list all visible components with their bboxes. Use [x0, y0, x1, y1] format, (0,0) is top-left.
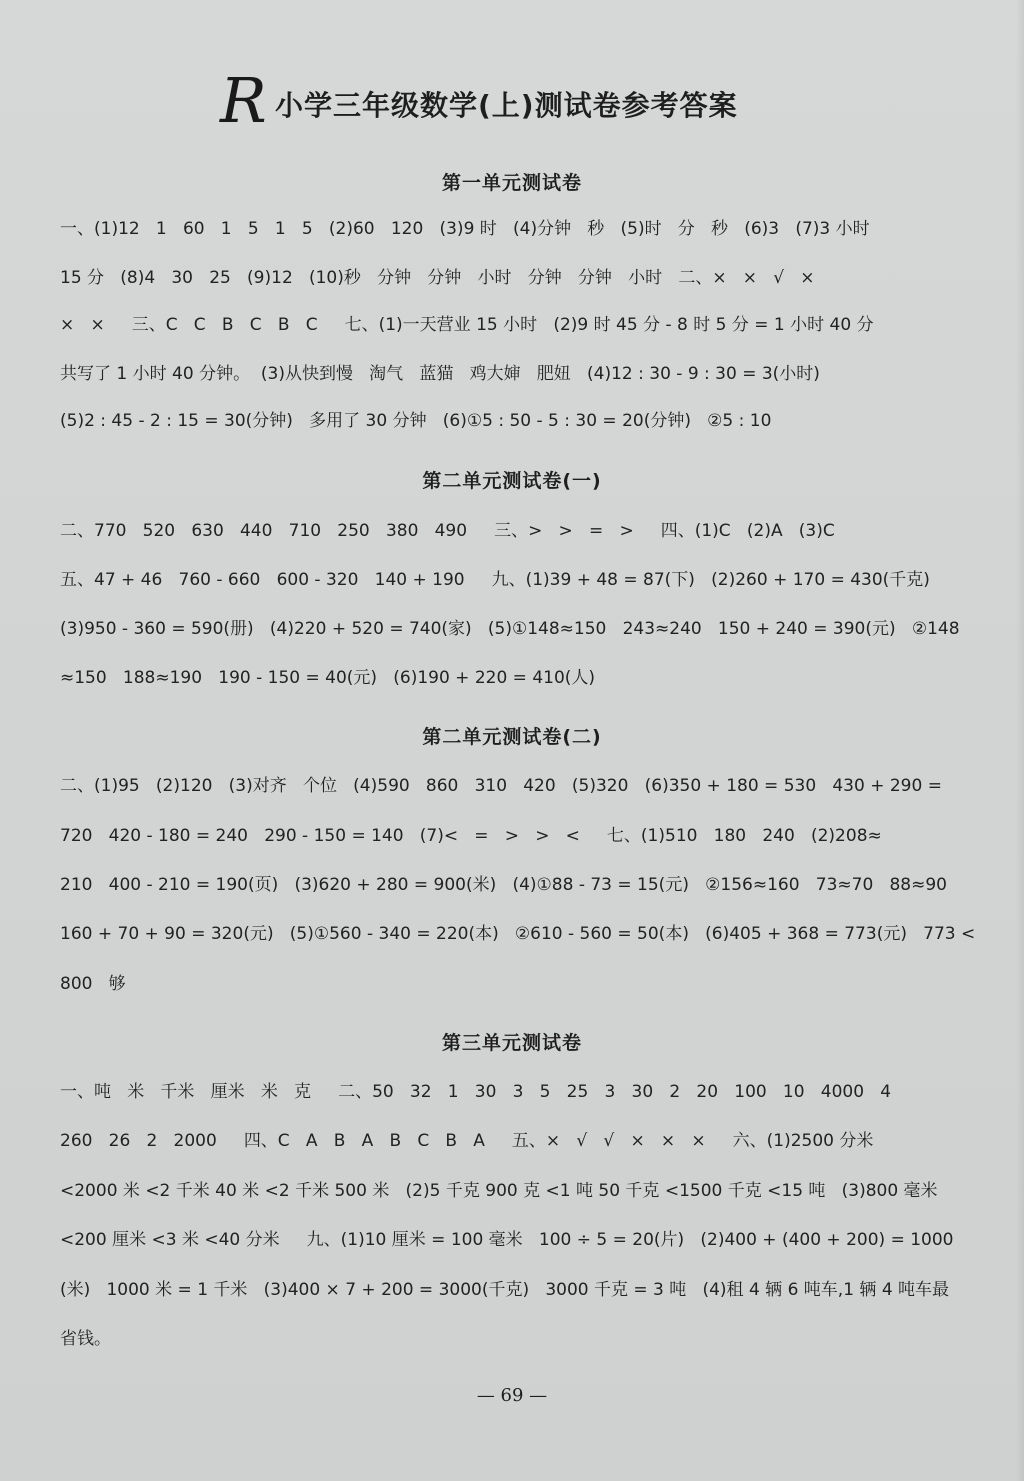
page-header	[220, 64, 840, 142]
answer-line: 二、770 520 630 440 710 250 380 490 三、> > = > 四、(1)C (2)A (3)C	[60, 521, 835, 541]
answer-line: 800 够	[60, 974, 126, 994]
answer-line: 省钱。	[60, 1329, 111, 1349]
answer-line: (3)950 - 360 = 590(册) (4)220 + 520 = 740(家) (5)①148≈150 243≈240 150 + 240 = 390(元) ②148	[60, 619, 960, 639]
answer-line: 160 + 70 + 90 = 320(元) (5)①560 - 340 = 220(本) ②610 - 560 = 50(本) (6)405 + 368 = 773(元) 773 <	[60, 924, 976, 944]
page-title: 小学三年级数学(上)测试卷参考答案	[275, 89, 738, 122]
answer-line: 15 分 (8)4 30 25 (9)12 (10)秒 分钟 分钟 小时 分钟 分钟 小时 二、× × √ ×	[60, 268, 815, 288]
answer-line: 共写了 1 小时 40 分钟。 (3)从快到慢 淘气 蓝猫 鸡大婶 肥妞 (4)12 : 30 - 9 : 30 = 3(小时)	[60, 364, 820, 384]
answer-line: × × 三、C C B C B C 七、(1)一天营业 15 小时 (2)9 时 45 分 - 8 时 5 分 = 1 小时 40 分	[60, 315, 874, 335]
section-heading-unit-2b: 第二单元测试卷(二)	[422, 726, 602, 748]
publisher-logo: R	[220, 64, 267, 137]
answer-line: 五、47 + 46 760 - 660 600 - 320 140 + 190 九、(1)39 + 48 = 87(下) (2)260 + 170 = 430(千克)	[60, 570, 930, 590]
answer-line: ≈150 188≈190 190 - 150 = 40(元) (6)190 + 220 = 410(人)	[60, 668, 596, 688]
answer-line: 一、(1)12 1 60 1 5 1 5 (2)60 120 (3)9 时 (4)分钟 秒 (5)时 分 秒 (6)3 (7)3 小时	[60, 219, 870, 239]
answer-line: (米) 1000 米 = 1 千米 (3)400 × 7 + 200 = 3000(千克) 3000 千克 = 3 吨 (4)租 4 辆 6 吨车,1 辆 4 吨车最	[60, 1280, 950, 1300]
section-heading-unit-1: 第一单元测试卷	[441, 172, 582, 194]
answer-line: 一、吨 米 千米 厘米 米 克 二、50 32 1 30 3 5 25 3 30 2 20 100 10 4000 4	[60, 1082, 892, 1102]
section-heading-unit-3: 第三单元测试卷	[441, 1032, 582, 1054]
answer-line: 210 400 - 210 = 190(页) (3)620 + 280 = 900(米) (4)①88 - 73 = 15(元) ②156≈160 73≈70 88≈90	[60, 875, 947, 895]
answer-line: 二、(1)95 (2)120 (3)对齐 个位 (4)590 860 310 420 (5)320 (6)350 + 180 = 530 430 + 290 =	[60, 776, 942, 796]
answer-line: 260 26 2 2000 四、C A B A B C B A 五、× √ √ × × × 六、(1)2500 分米	[60, 1131, 874, 1151]
answer-line: <200 厘米 <3 米 <40 分米 九、(1)10 厘米 = 100 毫米 100 ÷ 5 = 20(片) (2)400 + (400 + 200) = 1000	[60, 1230, 954, 1250]
section-heading-unit-2a: 第二单元测试卷(一)	[422, 470, 602, 492]
answer-line: <2000 米 <2 千米 40 米 <2 千米 500 米 (2)5 千克 900 克 <1 吨 50 千克 <1500 千克 <15 吨 (3)800 毫米	[60, 1181, 938, 1201]
page-number: — 69 —	[476, 1385, 548, 1406]
page-edge-shadow	[1016, 0, 1024, 1481]
answer-line: (5)2 : 45 - 2 : 15 = 30(分钟) 多用了 30 分钟 (6)①5 : 50 - 5 : 30 = 20(分钟) ②5 : 10	[60, 411, 772, 431]
answer-line: 720 420 - 180 = 240 290 - 150 = 140 (7)< = > > < 七、(1)510 180 240 (2)208≈	[60, 826, 882, 846]
